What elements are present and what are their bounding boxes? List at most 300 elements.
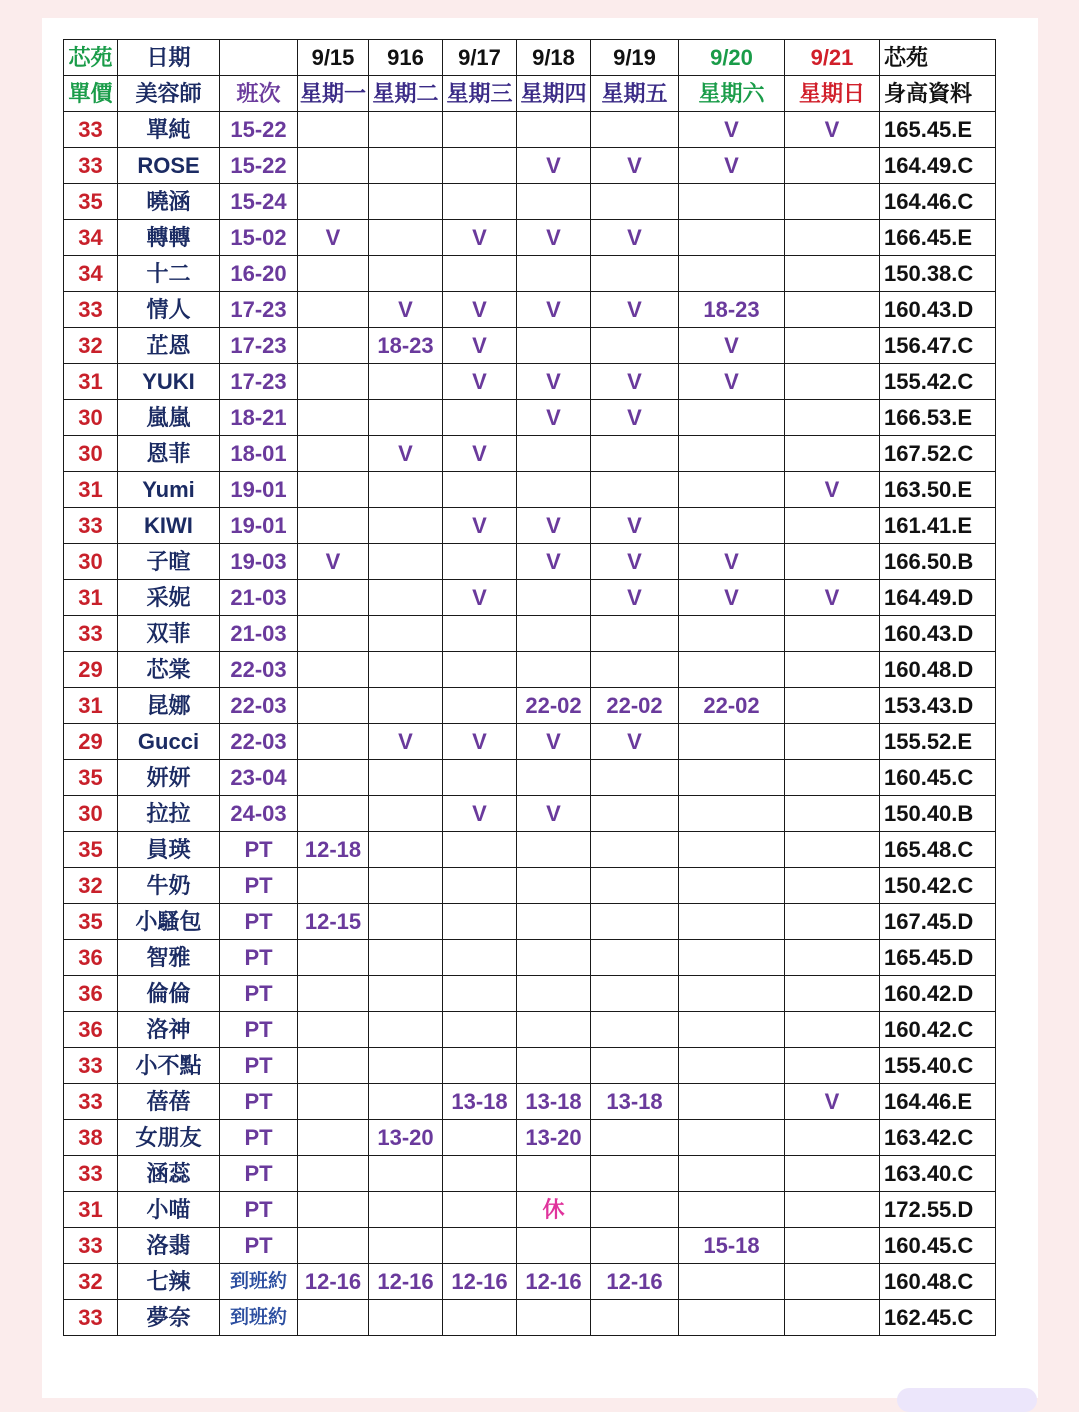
- day-cell-3: [517, 652, 591, 688]
- stylist-name-cell: KIWI: [118, 508, 220, 544]
- day-cell-3: [517, 832, 591, 868]
- price-cell: 32: [64, 1264, 118, 1300]
- shift-cell: PT: [220, 940, 298, 976]
- price-cell: 30: [64, 544, 118, 580]
- day-cell-5: V: [679, 328, 785, 364]
- height-label: 身高資料: [880, 76, 996, 112]
- table-row: [64, 364, 996, 400]
- table-row: [64, 976, 996, 1012]
- day-cell-6: V: [785, 472, 880, 508]
- day-cell-6: [785, 1048, 880, 1084]
- day-cell-2: [443, 1156, 517, 1192]
- height-cell: 165.45.D: [880, 940, 996, 976]
- day-cell-6: [785, 184, 880, 220]
- day-cell-1: [369, 1012, 443, 1048]
- table-row: [64, 508, 996, 544]
- table-row: [64, 1048, 996, 1084]
- day-cell-3: V: [517, 508, 591, 544]
- day-cell-2: [443, 832, 517, 868]
- price-cell: 36: [64, 1012, 118, 1048]
- height-cell: 164.49.D: [880, 580, 996, 616]
- price-cell: 33: [64, 616, 118, 652]
- table-row: [64, 1084, 996, 1120]
- table-row: [64, 436, 996, 472]
- height-cell: 160.48.D: [880, 652, 996, 688]
- day-cell-4: [591, 940, 679, 976]
- day-cell-1: [369, 112, 443, 148]
- day-cell-6: [785, 1156, 880, 1192]
- day-cell-0: [298, 1300, 369, 1336]
- day-cell-4: [591, 436, 679, 472]
- day-cell-0: [298, 616, 369, 652]
- day-cell-0: [298, 328, 369, 364]
- shift-cell: 18-01: [220, 436, 298, 472]
- day-cell-5: [679, 400, 785, 436]
- day-cell-2: V: [443, 328, 517, 364]
- table-row: [64, 1300, 996, 1336]
- day-cell-1: [369, 904, 443, 940]
- day-cell-6: V: [785, 112, 880, 148]
- day-cell-4: [591, 832, 679, 868]
- stylist-name-cell: 轉轉: [118, 220, 220, 256]
- price-cell: 33: [64, 1228, 118, 1264]
- day-cell-3: [517, 976, 591, 1012]
- day-cell-2: V: [443, 292, 517, 328]
- date-col-2: 9/17: [443, 40, 517, 76]
- shift-label: 班次: [220, 76, 298, 112]
- shift-cell: 17-23: [220, 292, 298, 328]
- day-cell-0: [298, 580, 369, 616]
- day-cell-5: V: [679, 148, 785, 184]
- weekday-col-6: 星期日: [785, 76, 880, 112]
- height-cell: 163.42.C: [880, 1120, 996, 1156]
- day-cell-3: [517, 256, 591, 292]
- weekday-col-3: 星期四: [517, 76, 591, 112]
- day-cell-4: [591, 256, 679, 292]
- table-row: [64, 652, 996, 688]
- day-cell-0: [298, 724, 369, 760]
- day-cell-3: 13-18: [517, 1084, 591, 1120]
- height-cell: 160.43.D: [880, 616, 996, 652]
- day-cell-3: V: [517, 724, 591, 760]
- stylist-name-cell: ROSE: [118, 148, 220, 184]
- day-cell-5: [679, 1300, 785, 1336]
- day-cell-0: 12-18: [298, 832, 369, 868]
- table-row: [64, 400, 996, 436]
- height-cell: 160.45.C: [880, 760, 996, 796]
- weekday-col-1: 星期二: [369, 76, 443, 112]
- day-cell-4: [591, 796, 679, 832]
- price-cell: 32: [64, 328, 118, 364]
- day-cell-1: [369, 580, 443, 616]
- day-cell-6: V: [785, 580, 880, 616]
- day-cell-3: 12-16: [517, 1264, 591, 1300]
- day-cell-3: [517, 616, 591, 652]
- day-cell-0: 12-15: [298, 904, 369, 940]
- stylist-name-cell: YUKI: [118, 364, 220, 400]
- shift-cell: PT: [220, 832, 298, 868]
- stylist-name-cell: 蓓蓓: [118, 1084, 220, 1120]
- day-cell-2: [443, 544, 517, 580]
- shift-cell: 22-03: [220, 724, 298, 760]
- stylist-name-cell: 拉拉: [118, 796, 220, 832]
- day-cell-6: [785, 760, 880, 796]
- day-cell-1: [369, 184, 443, 220]
- stylist-name-cell: 嵐嵐: [118, 400, 220, 436]
- day-cell-4: [591, 1300, 679, 1336]
- price-cell: 33: [64, 1300, 118, 1336]
- day-cell-0: [298, 976, 369, 1012]
- shift-cell: 15-22: [220, 112, 298, 148]
- day-cell-0: [298, 868, 369, 904]
- price-cell: 36: [64, 940, 118, 976]
- day-cell-5: [679, 1012, 785, 1048]
- day-cell-0: [298, 652, 369, 688]
- table-row: [64, 1156, 996, 1192]
- day-cell-1: V: [369, 724, 443, 760]
- day-cell-2: [443, 940, 517, 976]
- day-cell-2: [443, 688, 517, 724]
- day-cell-2: [443, 1012, 517, 1048]
- shift-cell: 22-03: [220, 652, 298, 688]
- day-cell-2: V: [443, 796, 517, 832]
- day-cell-0: [298, 760, 369, 796]
- stylist-name-cell: Gucci: [118, 724, 220, 760]
- day-cell-5: V: [679, 544, 785, 580]
- shift-cell: PT: [220, 1156, 298, 1192]
- height-cell: 150.38.C: [880, 256, 996, 292]
- day-cell-4: V: [591, 364, 679, 400]
- day-cell-2: [443, 868, 517, 904]
- shift-cell: 23-04: [220, 760, 298, 796]
- day-cell-2: [443, 1192, 517, 1228]
- day-cell-1: [369, 1156, 443, 1192]
- day-cell-4: V: [591, 544, 679, 580]
- day-cell-6: [785, 220, 880, 256]
- table-row: [64, 1228, 996, 1264]
- day-cell-2: [443, 760, 517, 796]
- price-cell: 32: [64, 868, 118, 904]
- day-cell-5: [679, 184, 785, 220]
- day-cell-2: [443, 1120, 517, 1156]
- day-cell-3: [517, 436, 591, 472]
- stylist-name-cell: 智雅: [118, 940, 220, 976]
- stylist-label: 美容師: [118, 76, 220, 112]
- price-cell: 35: [64, 184, 118, 220]
- height-cell: 172.55.D: [880, 1192, 996, 1228]
- day-cell-3: V: [517, 148, 591, 184]
- day-cell-1: [369, 616, 443, 652]
- date-col-1: 916: [369, 40, 443, 76]
- day-cell-6: [785, 1192, 880, 1228]
- day-cell-1: [369, 400, 443, 436]
- day-cell-0: 12-16: [298, 1264, 369, 1300]
- day-cell-5: [679, 868, 785, 904]
- day-cell-2: [443, 256, 517, 292]
- shift-cell: 到班約: [220, 1300, 298, 1336]
- day-cell-2: V: [443, 580, 517, 616]
- empty-header-cell: [220, 40, 298, 76]
- table-row: [64, 904, 996, 940]
- shift-cell: 18-21: [220, 400, 298, 436]
- day-cell-6: [785, 328, 880, 364]
- height-cell: 167.52.C: [880, 436, 996, 472]
- table-row: [64, 292, 996, 328]
- stylist-name-cell: Yumi: [118, 472, 220, 508]
- table-row: [64, 1012, 996, 1048]
- day-cell-6: V: [785, 1084, 880, 1120]
- table-row: [64, 688, 996, 724]
- day-cell-1: V: [369, 292, 443, 328]
- shift-cell: PT: [220, 1192, 298, 1228]
- day-cell-4: [591, 328, 679, 364]
- brand-right: 芯苑: [880, 40, 996, 76]
- day-cell-5: [679, 1264, 785, 1300]
- table-row: [64, 616, 996, 652]
- price-cell: 34: [64, 256, 118, 292]
- day-cell-4: [591, 904, 679, 940]
- day-cell-1: [369, 508, 443, 544]
- day-cell-1: [369, 976, 443, 1012]
- price-cell: 30: [64, 436, 118, 472]
- corner-decoration: [897, 1388, 1037, 1412]
- stylist-name-cell: 芷恩: [118, 328, 220, 364]
- day-cell-2: [443, 1300, 517, 1336]
- day-cell-0: [298, 292, 369, 328]
- date-col-0: 9/15: [298, 40, 369, 76]
- day-cell-3: V: [517, 400, 591, 436]
- day-cell-5: [679, 832, 785, 868]
- price-cell: 35: [64, 760, 118, 796]
- price-cell: 33: [64, 112, 118, 148]
- day-cell-0: [298, 1228, 369, 1264]
- day-cell-0: [298, 364, 369, 400]
- day-cell-1: [369, 1228, 443, 1264]
- day-cell-0: [298, 1048, 369, 1084]
- day-cell-4: V: [591, 148, 679, 184]
- day-cell-6: [785, 1120, 880, 1156]
- day-cell-4: V: [591, 400, 679, 436]
- day-cell-5: 18-23: [679, 292, 785, 328]
- shift-cell: PT: [220, 1084, 298, 1120]
- stylist-name-cell: 洛神: [118, 1012, 220, 1048]
- price-cell: 33: [64, 1084, 118, 1120]
- day-cell-5: [679, 976, 785, 1012]
- date-col-6: 9/21: [785, 40, 880, 76]
- day-cell-4: [591, 652, 679, 688]
- day-cell-3: [517, 1156, 591, 1192]
- day-cell-2: 12-16: [443, 1264, 517, 1300]
- height-cell: 160.42.C: [880, 1012, 996, 1048]
- schedule-sheet: [42, 18, 1038, 1398]
- day-cell-6: [785, 652, 880, 688]
- price-cell: 33: [64, 1156, 118, 1192]
- stylist-name-cell: 昆娜: [118, 688, 220, 724]
- shift-cell: 15-22: [220, 148, 298, 184]
- height-cell: 155.42.C: [880, 364, 996, 400]
- day-cell-1: [369, 256, 443, 292]
- height-cell: 164.49.C: [880, 148, 996, 184]
- date-col-4: 9/19: [591, 40, 679, 76]
- day-cell-5: [679, 436, 785, 472]
- day-cell-4: [591, 1156, 679, 1192]
- table-row: [64, 256, 996, 292]
- day-cell-3: [517, 760, 591, 796]
- shift-cell: PT: [220, 1228, 298, 1264]
- price-cell: 33: [64, 1048, 118, 1084]
- stylist-name-cell: 七辣: [118, 1264, 220, 1300]
- price-cell: 38: [64, 1120, 118, 1156]
- day-cell-0: [298, 1012, 369, 1048]
- day-cell-6: [785, 688, 880, 724]
- day-cell-6: [785, 724, 880, 760]
- day-cell-3: [517, 472, 591, 508]
- day-cell-5: [679, 760, 785, 796]
- height-cell: 161.41.E: [880, 508, 996, 544]
- height-cell: 155.52.E: [880, 724, 996, 760]
- stylist-name-cell: 牛奶: [118, 868, 220, 904]
- shift-cell: PT: [220, 904, 298, 940]
- price-cell: 34: [64, 220, 118, 256]
- height-cell: 153.43.D: [880, 688, 996, 724]
- height-cell: 160.48.C: [880, 1264, 996, 1300]
- day-cell-2: [443, 652, 517, 688]
- day-cell-0: [298, 148, 369, 184]
- day-cell-6: [785, 148, 880, 184]
- day-cell-5: 15-18: [679, 1228, 785, 1264]
- table-row: [64, 760, 996, 796]
- height-cell: 155.40.C: [880, 1048, 996, 1084]
- stylist-name-cell: 芯棠: [118, 652, 220, 688]
- table-row: [64, 580, 996, 616]
- day-cell-1: [369, 544, 443, 580]
- day-cell-3: V: [517, 220, 591, 256]
- price-cell: 29: [64, 724, 118, 760]
- day-cell-2: [443, 1228, 517, 1264]
- table-row: [64, 940, 996, 976]
- height-cell: 167.45.D: [880, 904, 996, 940]
- day-cell-3: [517, 580, 591, 616]
- height-cell: 156.47.C: [880, 328, 996, 364]
- day-cell-0: [298, 1156, 369, 1192]
- day-cell-0: [298, 184, 369, 220]
- price-cell: 35: [64, 832, 118, 868]
- day-cell-2: V: [443, 220, 517, 256]
- day-cell-6: [785, 868, 880, 904]
- table-row: [64, 148, 996, 184]
- day-cell-1: 18-23: [369, 328, 443, 364]
- day-cell-1: [369, 1084, 443, 1120]
- day-cell-3: [517, 184, 591, 220]
- day-cell-0: [298, 688, 369, 724]
- day-cell-1: [369, 760, 443, 796]
- shift-cell: PT: [220, 1048, 298, 1084]
- height-cell: 150.40.B: [880, 796, 996, 832]
- weekday-col-2: 星期三: [443, 76, 517, 112]
- stylist-name-cell: 恩菲: [118, 436, 220, 472]
- day-cell-5: [679, 1120, 785, 1156]
- stylist-name-cell: 涵蕊: [118, 1156, 220, 1192]
- day-cell-6: [785, 832, 880, 868]
- shift-cell: 19-03: [220, 544, 298, 580]
- day-cell-2: [443, 400, 517, 436]
- day-cell-2: [443, 1048, 517, 1084]
- price-cell: 33: [64, 508, 118, 544]
- day-cell-3: [517, 940, 591, 976]
- day-cell-5: [679, 220, 785, 256]
- header-row-labels: [64, 76, 996, 112]
- day-cell-0: [298, 508, 369, 544]
- height-cell: 165.48.C: [880, 832, 996, 868]
- price-cell: 31: [64, 1192, 118, 1228]
- shift-cell: 到班約: [220, 1264, 298, 1300]
- day-cell-6: [785, 1264, 880, 1300]
- table-row: [64, 220, 996, 256]
- shift-cell: 24-03: [220, 796, 298, 832]
- stylist-name-cell: 小不點: [118, 1048, 220, 1084]
- table-row: [64, 868, 996, 904]
- stylist-name-cell: 小喵: [118, 1192, 220, 1228]
- day-cell-2: V: [443, 508, 517, 544]
- date-col-3: 9/18: [517, 40, 591, 76]
- shift-cell: 19-01: [220, 508, 298, 544]
- day-cell-1: [369, 832, 443, 868]
- stylist-name-cell: 子暄: [118, 544, 220, 580]
- table-row: [64, 832, 996, 868]
- day-cell-6: [785, 544, 880, 580]
- day-cell-1: [369, 472, 443, 508]
- price-cell: 30: [64, 796, 118, 832]
- table-row: [64, 1192, 996, 1228]
- day-cell-1: 13-20: [369, 1120, 443, 1156]
- stylist-name-cell: 小騷包: [118, 904, 220, 940]
- day-cell-6: [785, 940, 880, 976]
- shift-cell: 22-03: [220, 688, 298, 724]
- stylist-name-cell: 女朋友: [118, 1120, 220, 1156]
- table-row: [64, 472, 996, 508]
- date-label: 日期: [118, 40, 220, 76]
- height-cell: 166.45.E: [880, 220, 996, 256]
- price-cell: 35: [64, 904, 118, 940]
- day-cell-4: [591, 1228, 679, 1264]
- day-cell-1: V: [369, 436, 443, 472]
- day-cell-2: [443, 616, 517, 652]
- day-cell-3: 13-20: [517, 1120, 591, 1156]
- day-cell-0: [298, 256, 369, 292]
- day-cell-0: V: [298, 220, 369, 256]
- day-cell-3: 22-02: [517, 688, 591, 724]
- stylist-name-cell: 十二: [118, 256, 220, 292]
- day-cell-0: V: [298, 544, 369, 580]
- height-cell: 162.45.C: [880, 1300, 996, 1336]
- height-cell: 150.42.C: [880, 868, 996, 904]
- day-cell-5: [679, 724, 785, 760]
- day-cell-1: [369, 796, 443, 832]
- day-cell-5: V: [679, 580, 785, 616]
- day-cell-2: [443, 904, 517, 940]
- shift-cell: 19-01: [220, 472, 298, 508]
- day-cell-0: [298, 1084, 369, 1120]
- day-cell-0: [298, 1120, 369, 1156]
- date-col-5: 9/20: [679, 40, 785, 76]
- stylist-name-cell: 倫倫: [118, 976, 220, 1012]
- price-cell: 33: [64, 148, 118, 184]
- height-cell: 165.45.E: [880, 112, 996, 148]
- day-cell-6: [785, 256, 880, 292]
- day-cell-0: [298, 112, 369, 148]
- day-cell-1: [369, 868, 443, 904]
- shift-cell: PT: [220, 976, 298, 1012]
